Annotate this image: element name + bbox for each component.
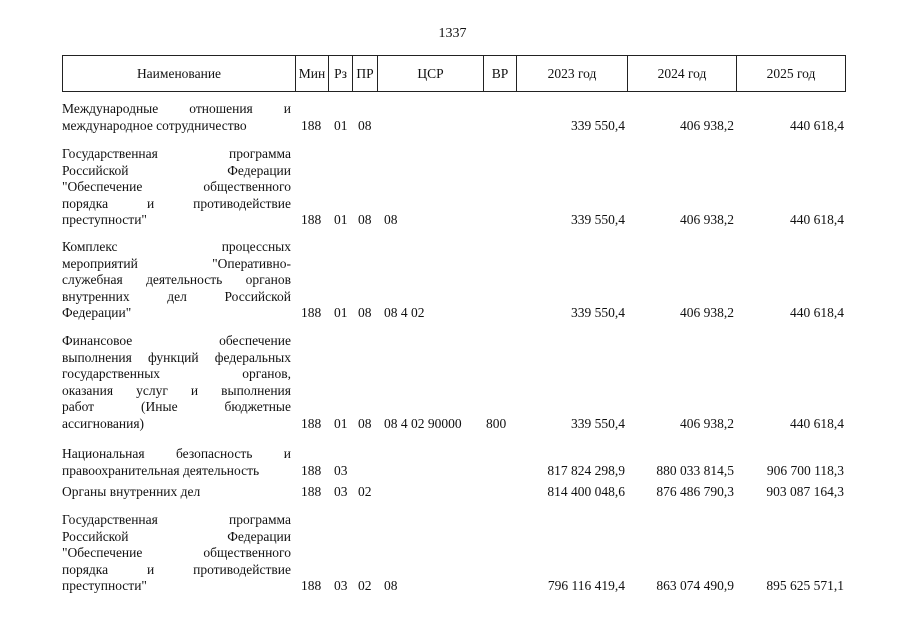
table-row bbox=[62, 146, 846, 229]
row-pr: 02 bbox=[358, 484, 372, 499]
table-header bbox=[62, 55, 846, 92]
header-vr: ВР bbox=[484, 56, 517, 91]
row-amount-2025: 903 087 164,3 bbox=[766, 484, 844, 499]
header-pr: ПР bbox=[353, 56, 378, 91]
row-amount-2025: 440 618,4 bbox=[790, 415, 844, 431]
row-rz: 01 bbox=[334, 212, 348, 227]
row-pr: 08 bbox=[358, 212, 372, 227]
row-amount-2024: 880 033 814,5 bbox=[656, 462, 734, 478]
table-row bbox=[62, 446, 846, 479]
row-min: 188 bbox=[301, 462, 322, 478]
row-vr: 800 bbox=[486, 415, 507, 431]
row-name bbox=[62, 333, 291, 432]
row-amount-2023: 796 116 419,4 bbox=[547, 578, 625, 593]
row-name-line: Финансовое обеспечение bbox=[62, 333, 291, 348]
row-name-line: мероприятий "Оперативно- bbox=[62, 255, 291, 271]
row-name bbox=[62, 446, 291, 479]
row-name bbox=[62, 146, 291, 229]
table-row bbox=[62, 101, 846, 134]
row-name-line: преступности" bbox=[62, 212, 147, 227]
header-2025: 2025 год bbox=[766, 66, 816, 81]
row-name-line: Международные отношения и bbox=[62, 101, 291, 116]
row-name bbox=[62, 101, 291, 134]
row-name-line: Национальная безопасность и bbox=[62, 446, 291, 461]
page-number: 1337 bbox=[438, 26, 467, 41]
row-name bbox=[62, 512, 291, 595]
row-amount-2023: 339 550,4 bbox=[571, 117, 625, 133]
row-csr: 08 bbox=[384, 578, 398, 593]
row-name-line: государственных органов, bbox=[62, 366, 291, 381]
row-name-line: внутренних дел Российской bbox=[62, 288, 291, 304]
row-name-line: "Обеспечение общественного bbox=[62, 545, 291, 560]
row-rz: 03 bbox=[334, 462, 348, 478]
row-name-line: выполнения функций федеральных bbox=[62, 349, 291, 365]
row-amount-2023: 339 550,4 bbox=[571, 305, 625, 320]
row-name bbox=[62, 239, 291, 322]
row-amount-2025: 440 618,4 bbox=[790, 117, 844, 133]
row-name-line: работ (Иные бюджетные bbox=[62, 399, 291, 414]
header-name: Наименование bbox=[63, 56, 296, 91]
row-name-line: Государственная программа bbox=[62, 146, 291, 161]
header-rz: Рз bbox=[329, 56, 353, 91]
row-amount-2024: 406 938,2 bbox=[680, 415, 734, 431]
row-amount-2025: 440 618,4 bbox=[790, 305, 844, 320]
row-name-line: Государственная программа bbox=[62, 512, 291, 527]
row-name-line: порядка и противодействие bbox=[62, 195, 291, 211]
row-name-line: ассигнования) bbox=[62, 415, 145, 431]
row-name bbox=[62, 484, 291, 501]
row-min: 188 bbox=[301, 484, 322, 499]
row-csr: 08 bbox=[384, 212, 398, 227]
row-name-line: Федерации" bbox=[62, 305, 132, 320]
row-amount-2025: 440 618,4 bbox=[790, 212, 844, 227]
row-rz: 01 bbox=[334, 117, 348, 133]
row-pr: 08 bbox=[358, 305, 372, 320]
row-min: 188 bbox=[301, 415, 322, 431]
row-pr: 08 bbox=[358, 415, 372, 431]
row-min: 188 bbox=[301, 305, 322, 320]
row-name-line: порядка и противодействие bbox=[62, 561, 291, 577]
row-csr: 08 4 02 bbox=[384, 305, 425, 320]
row-csr: 08 4 02 90000 bbox=[384, 415, 462, 431]
row-min: 188 bbox=[301, 117, 322, 133]
row-name-line: Органы внутренних дел bbox=[62, 484, 201, 499]
row-rz: 03 bbox=[334, 484, 348, 499]
header-min: Мин bbox=[296, 56, 329, 91]
row-amount-2024: 876 486 790,3 bbox=[656, 484, 734, 499]
row-name-line: преступности" bbox=[62, 578, 147, 593]
row-pr: 08 bbox=[358, 117, 372, 133]
header-2023: 2023 год bbox=[517, 56, 628, 91]
row-amount-2023: 817 824 298,9 bbox=[547, 462, 625, 478]
row-amount-2024: 406 938,2 bbox=[680, 212, 734, 227]
table-row bbox=[62, 239, 846, 322]
row-pr: 02 bbox=[358, 578, 372, 593]
row-amount-2024: 863 074 490,9 bbox=[656, 578, 734, 593]
row-rz: 03 bbox=[334, 578, 348, 593]
row-min: 188 bbox=[301, 578, 322, 593]
row-name-line: правоохранительная деятельность bbox=[62, 462, 260, 478]
table-row bbox=[62, 484, 846, 501]
table-row bbox=[62, 333, 846, 432]
row-amount-2025: 906 700 118,3 bbox=[766, 462, 844, 478]
row-rz: 01 bbox=[334, 305, 348, 320]
row-name-line: Российской Федерации bbox=[62, 528, 291, 544]
row-min: 188 bbox=[301, 212, 322, 227]
header-2024: 2024 год bbox=[628, 56, 737, 91]
row-amount-2025: 895 625 571,1 bbox=[766, 578, 844, 593]
row-name-line: Комплекс процессных bbox=[62, 239, 291, 254]
row-name-line: оказания услуг и выполнения bbox=[62, 382, 291, 398]
row-rz: 01 bbox=[334, 415, 348, 431]
header-csr: ЦСР bbox=[378, 56, 484, 91]
row-amount-2023: 339 550,4 bbox=[571, 415, 625, 431]
row-name-line: международное сотрудничество bbox=[62, 117, 247, 133]
row-amount-2023: 814 400 048,6 bbox=[547, 484, 625, 499]
table-row bbox=[62, 512, 846, 595]
row-name-line: служебная деятельность органов bbox=[62, 272, 291, 287]
row-amount-2023: 339 550,4 bbox=[571, 212, 625, 227]
row-name-line: "Обеспечение общественного bbox=[62, 179, 291, 194]
row-amount-2024: 406 938,2 bbox=[680, 305, 734, 320]
row-name-line: Российской Федерации bbox=[62, 162, 291, 178]
row-amount-2024: 406 938,2 bbox=[680, 117, 734, 133]
